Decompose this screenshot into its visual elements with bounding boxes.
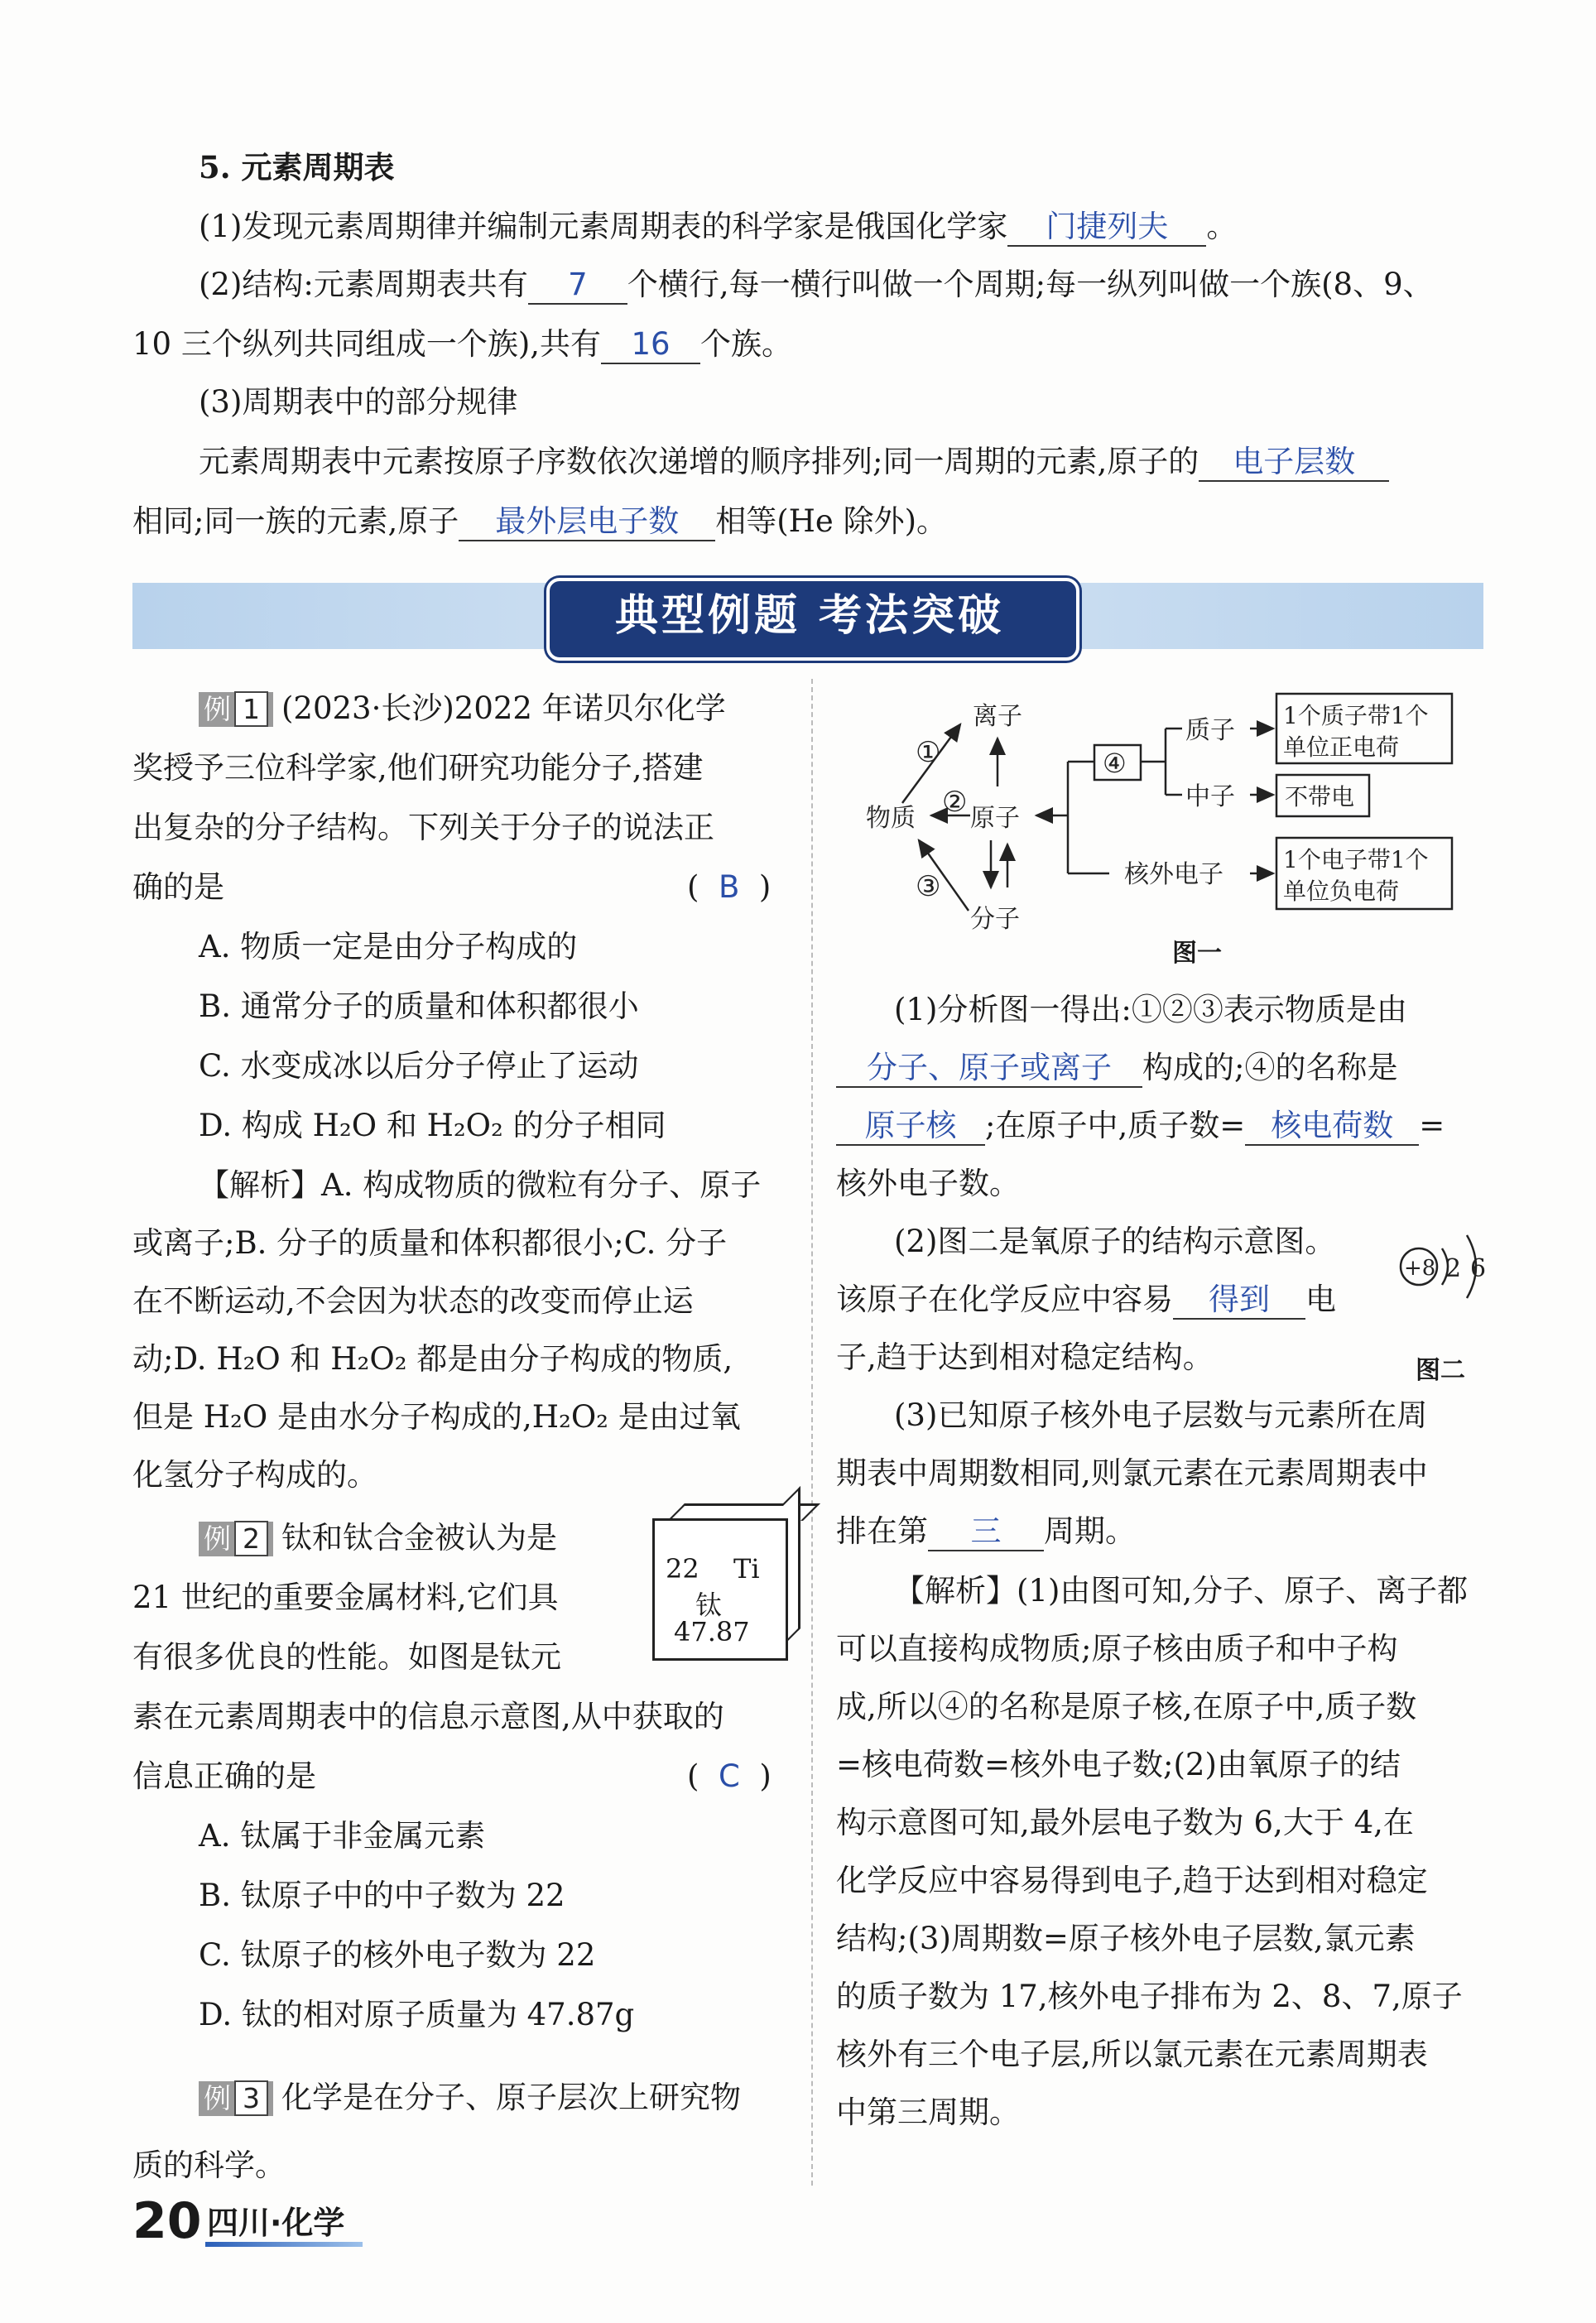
label-electron: 核外电子 [1124,860,1223,889]
right-q1-line3 [836,1104,1445,1147]
section-title: 5. 元素周期表 [199,149,395,185]
answer-blank: 最外层电子数 [459,503,715,541]
answer-blank: 原子核 [836,1108,985,1146]
right-analysis-line: =核电荷数=核外电子数;(2)由氧原子的结 [836,1747,1401,1782]
element-symbol: Ti [733,1553,760,1585]
example-tag: 例 1 [199,692,273,727]
analysis-line: 但是 H₂O 是由水分子构成的,H₂O₂ 是由过氧 [132,1399,741,1435]
shell1-electrons: 2 [1445,1254,1462,1283]
example1-line2: 奖授予三位科学家,他们研究功能分子,搭建 [132,750,704,786]
q1-text: 构成的;④的名称是 [1142,1050,1398,1085]
option-b: B. 通常分子的质量和体积都很小 [199,988,639,1024]
right-q2-line2 [836,1278,1336,1321]
label-neutron: 中子 [1185,782,1235,811]
q2-end: 个族。 [700,326,793,362]
section5-q2-line2 [132,323,792,366]
example-tag: 例 3 [199,2081,273,2116]
example2-line4: 素在元素周期表中的信息示意图,从中获取的 [132,1699,724,1734]
label-c4: ④ [1103,748,1127,779]
q2-text: (2)结构:元素周期表共有 [199,267,528,302]
right-q1-line4: 核外电子数。 [836,1166,1020,1201]
analysis-line: 在不断运动,不会因为状态的改变而停止运 [132,1283,694,1319]
analysis-line: 动;D. H₂O 和 H₂O₂ 都是由分子构成的物质, [132,1341,733,1377]
option-a: A. 钛属于非金属元素 [199,1818,486,1854]
right-analysis-line: 核外有三个电子层,所以氯元素在元素周期表 [836,2037,1428,2072]
right-analysis-line: 中第三周期。 [836,2095,1020,2130]
q2-text-2: 10 三个纵列共同组成一个族),共有 [132,326,602,362]
example2-line2: 21 世纪的重要金属材料,它们具 [132,1580,559,1615]
q2-text-end: 电 [1305,1282,1336,1317]
analysis-line: 或离子;B. 分子的质量和体积都很小;C. 分子 [132,1225,728,1261]
element-name: 钛 [695,1590,723,1621]
q3-text-end: 周期。 [1044,1513,1136,1549]
example1-line4: 确的是 [132,869,224,905]
option-d: D. 构成 H₂O 和 H₂O₂ 的分子相同 [199,1108,666,1143]
example2-line5: 信息正确的是 [132,1758,316,1794]
example2-text: 钛和钛合金被认为是 [281,1520,557,1556]
label-proton: 质子 [1185,716,1235,745]
label-ion: 离子 [973,702,1022,731]
answer-blank: 门捷列夫 [1007,209,1206,247]
label-c1: ① [916,736,941,769]
page-number: 20 [132,2192,202,2250]
right-q3-line3 [836,1510,1136,1553]
right-analysis-line: 成,所以④的名称是原子核,在原子中,质子数 [836,1689,1417,1724]
section5-q3-line1 [199,440,1389,483]
q2-text: 该原子在化学反应中容易 [836,1282,1173,1317]
right-analysis-line: 结构;(3)周期数=原子核外电子层数,氯元素 [836,1921,1416,1956]
shell2-electrons: 6 [1470,1254,1487,1283]
q2-text-mid: 个横行,每一横行叫做一个周期;每一纵列叫做一个族(8、9、 [627,267,1434,302]
right-analysis-line: 【解析】(1)由图可知,分子、原子、离子都 [894,1573,1469,1609]
q1-end: 。 [1206,209,1238,244]
label-neutron-desc: 不带电 [1285,783,1355,810]
column-divider [811,679,813,2186]
right-q3-line2: 期表中周期数相同,则氯元素在元素周期表中 [836,1455,1428,1491]
right-analysis-line: 化学反应中容易得到电子,趋于达到相对稳定 [836,1863,1428,1898]
section5-q3-line2 [132,500,947,543]
right-q1-line2 [836,1046,1397,1089]
section5-q2-line1 [199,263,1434,306]
label-electron-desc-1: 1个电子带1个 [1283,846,1429,873]
right-q2-line3: 子,趋于达到相对稳定结构。 [836,1339,1214,1375]
example3-line1 [199,2076,741,2119]
figure2-caption: 图二 [1416,1356,1465,1385]
analysis-line: 化氢分子构成的。 [132,1457,377,1493]
example1-line3: 出复杂的分子结构。下列关于分子的说法正 [132,810,714,845]
section5-q1 [199,205,1237,248]
footer-underline [205,2242,363,2247]
option-c: C. 钛原子的核外电子数为 22 [199,1937,596,1973]
label-proton-desc-2: 单位正电荷 [1283,733,1400,761]
footer-title: 四川·化学 [207,2205,345,2241]
example1-answer: ( B ) [687,869,772,905]
option-c: C. 水变成冰以后分子停止了运动 [199,1048,639,1084]
example2-line3: 有很多优良的性能。如图是钛元 [132,1639,561,1675]
q3-text: 排在第 [836,1513,928,1549]
right-q1-line1: (1)分析图一得出:①②③表示物质是由 [894,992,1407,1027]
right-q3-line1: (3)已知原子核外电子层数与元素所在周 [894,1397,1428,1433]
label-electron-desc-2: 单位负电荷 [1283,878,1400,905]
right-analysis-line: 的质子数为 17,核外电子排布为 2、8、7,原子 [836,1979,1463,2014]
example3-text: 化学是在分子、原子层次上研究物 [281,2080,741,2115]
right-analysis-line: 构示意图可知,最外层电子数为 6,大于 4,在 [836,1805,1414,1840]
answer-blank: 核电荷数 [1245,1108,1419,1146]
figure1-diagram [861,679,1457,977]
q1-text: (1)发现元素周期律并编制元素周期表的科学家是俄国化学家 [199,209,1008,244]
answer-choice: C [718,1758,740,1794]
element-number: 22 [666,1553,699,1585]
q1-text-mid: ;在原子中,质子数= [985,1108,1246,1143]
example1-line1 [199,687,726,730]
right-q2-line1: (2)图二是氧原子的结构示意图。 [894,1224,1336,1259]
example2-answer: ( C ) [687,1758,772,1794]
label-c2: ② [942,786,968,819]
answer-blank: 7 [528,267,627,305]
figure1-caption: 图一 [1172,939,1222,968]
answer-blank: 分子、原子或离子 [836,1050,1142,1088]
example1-text: (2023·长沙)2022 年诺贝尔化学 [281,690,726,726]
q1-eq: = [1419,1108,1445,1143]
section5-q3-title: (3)周期表中的部分规律 [199,384,518,420]
section-banner-title: 典型例题 考法突破 [614,591,1005,641]
option-d: D. 钛的相对原子质量为 47.87g [199,1997,635,2032]
example-tag: 例 2 [199,1522,273,1556]
answer-choice: B [718,869,740,905]
nucleus-charge: +8 [1404,1256,1436,1281]
answer-blank: 16 [601,326,700,364]
label-c3: ③ [916,870,941,903]
label-proton-desc-1: 1个质子带1个 [1283,702,1429,729]
example3-line2: 质的科学。 [132,2147,286,2183]
answer-blank: 得到 [1173,1282,1305,1320]
answer-blank: 电子层数 [1199,444,1389,482]
q3-end: 相等(He 除外)。 [715,503,948,539]
element-mass: 47.87 [674,1616,750,1647]
answer-blank: 三 [928,1513,1044,1551]
option-a: A. 物质一定是由分子构成的 [199,929,578,964]
label-atom: 原子 [970,804,1020,833]
analysis-line: 【解析】A. 构成物质的微粒有分子、原子 [199,1167,762,1203]
q3-text-2: 相同;同一族的元素,原子 [132,503,459,539]
option-b: B. 钛原子中的中子数为 22 [199,1878,565,1913]
label-molecule: 分子 [970,905,1020,934]
q3-text: 元素周期表中元素按原子序数依次递增的顺序排列;同一周期的元素,原子的 [199,444,1199,479]
example2-line1 [199,1517,557,1560]
right-analysis-line: 可以直接构成物质;原子核由质子和中子构 [836,1631,1398,1666]
label-substance: 物质 [866,804,916,833]
figure2-diagram [1391,1217,1498,1316]
